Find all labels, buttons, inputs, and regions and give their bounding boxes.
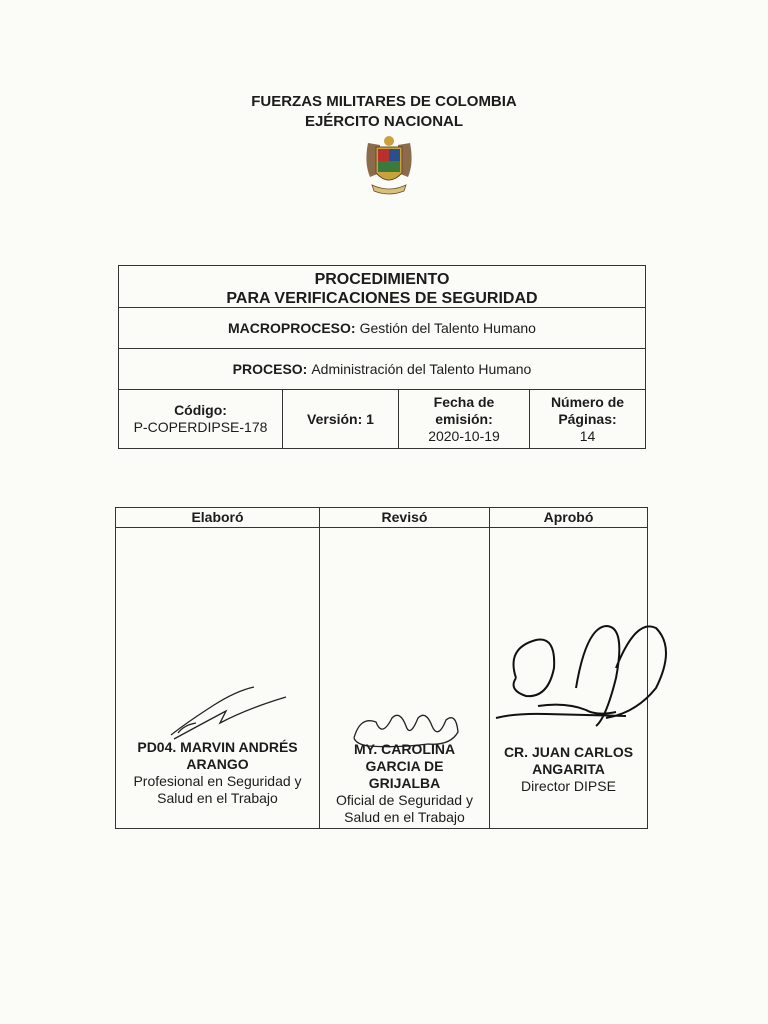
version-cell: Versión: 1 [283,390,399,448]
fecha-value: 2020-10-19 [428,427,500,444]
proceso-value: Administración del Talento Humano [311,361,532,377]
proceso-label: PROCESO: [232,361,308,377]
elaboro-header: Elaboró [116,508,319,528]
organization-header [0,92,768,132]
aprobo-person: CR. JUAN CARLOS ANGARITA Director DIPSE [503,744,634,794]
reviso-person: MY. CAROLINA GARCIA DE GRIJALBA Oficial de Seguridad y Salud en el Trabajo [336,741,473,825]
elaboro-person: PD04. MARVIN ANDRÉS ARANGO Profesional en Seguridad y Salud en el Trabajo [133,739,302,806]
reviso-column [320,508,490,828]
macroproceso-row [119,308,645,349]
army-crest-icon [360,133,418,199]
codigo-cell: Código: P-COPERDIPSE-178 [119,390,283,448]
paginas-cell: Número de Páginas: 14 [550,393,625,444]
proceso-row [119,349,645,390]
signature-elaboro [166,683,291,743]
document-header-table [118,265,646,449]
signature-aprobo [486,618,676,748]
org-name: FUERZAS MILITARES DE COLOMBIA [251,93,517,110]
aprobo-header: Aprobó [490,508,647,528]
fecha-cell: Fecha de emisión: 2020-10-19 [399,390,530,448]
approval-table [115,507,648,829]
paginas-value: 14 [579,427,596,444]
aprobo-column [490,508,647,828]
reviso-header: Revisó [320,508,489,528]
elaboro-column [116,508,320,828]
codigo-value: P-COPERDIPSE-178 [133,419,268,435]
metadata-row [119,390,645,448]
macroproceso-value: Gestión del Talento Humano [359,320,536,336]
org-division: EJÉRCITO NACIONAL [304,113,464,130]
document-title: PROCEDIMIENTO PARA VERIFICACIONES DE SEGURIDAD [119,266,645,308]
macroproceso-label: MACROPROCESO: [228,320,356,336]
